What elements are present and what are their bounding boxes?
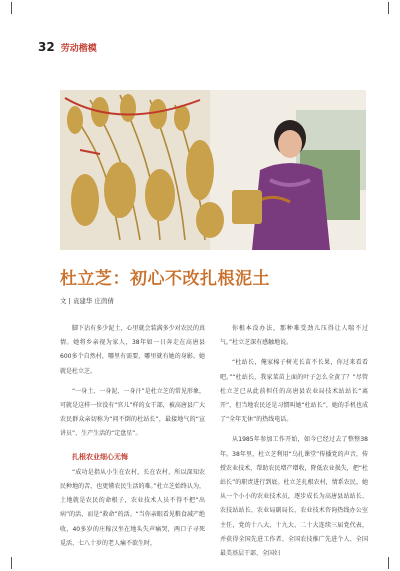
article-photo (60, 90, 366, 250)
crop-mark-bottom-right (388, 557, 398, 569)
left-column (60, 322, 205, 551)
article-title: 杜立芝：初心不改扎根泥土 (60, 269, 270, 289)
crop-mark-bottom-left (2, 557, 12, 569)
crop-mark-top-left (2, 2, 12, 14)
crop-mark-top-right (388, 2, 398, 14)
section-label: 劳动楷模 (60, 44, 97, 54)
paragraph: 脚下沾有多少泥土，心里就会装满多少对农民的真情。她将乡亲视为家人，38年如一日奔走在高唐县600多个自然村，哪里有需要，哪里就有她的身影。她就是杜立芝。 (60, 325, 205, 375)
right-column (220, 322, 368, 561)
photo-illustration (60, 90, 366, 250)
paragraph: “成功是指从小生在农村，长在农村，所以深知农民种地的苦，也更懂农民生活的难。”杜立芝始终认为，土地就是农民的命根子，农业技术人员不得不把“出病”的活，而是“救命”的活。“当你亲眼看见粮食减产绝收，40多岁的庄稼汉坐在地头失声痛哭，两口子寻死觅活、七八十岁的老人痛不欲生时， (60, 468, 205, 547)
paragraph: “杜站长，俺家棉子树光长苗不长果，你过来看看吧。”“杜站长，我家菜苗上面的叶子怎么全黄了？”尽管杜立芝已从此前担任的高唐县农业局技术站站长“离开”，但当地农民还是习惯叫她“杜站长”，她的手机也成了“全年无休”的热线电话。 (220, 359, 368, 424)
byline: 文 | 袁建华 庄茵倩 (60, 297, 114, 305)
page-header (38, 40, 97, 54)
section-subheading: 扎根农业细心无悔 (72, 452, 128, 461)
page-number: 32 (38, 40, 55, 54)
paragraph: 从1985年参加工作开始，如今已经过去了整整38年。38年里，杜立芝利用“乌扎课堂”传播党的声音，传授农业技术，帮助农民增产增收，降低农业损失，把“杜站长”的职责进行到底。杜立芝扎根农村，情系农民，她从一个小小的农业技术员，逐步成长为高唐县站站长、农技站站长、农业局副局长、农业技术咨询热线办公室主任，党的十八大、十九大、二十大连续三届党代表，并获得全国先进工作者、全国农技推广先进个人、全国最美基层干部、全国妇 (220, 436, 368, 558)
paragraph: 你根本没办法，那种难受劲儿压得让人喘不过气。”杜立芝深有感触地说。 (220, 325, 368, 347)
paragraph: “一身土、一身泥、一身汗”是杜立芝的常见形象，可就是这样一位没有“官儿”样的女干部，被高唐县广大农民群众亲切称为“问不倒的杜站长”，最接地气的“宣讲员”、生产生活的“定盘星”。 (60, 387, 205, 438)
